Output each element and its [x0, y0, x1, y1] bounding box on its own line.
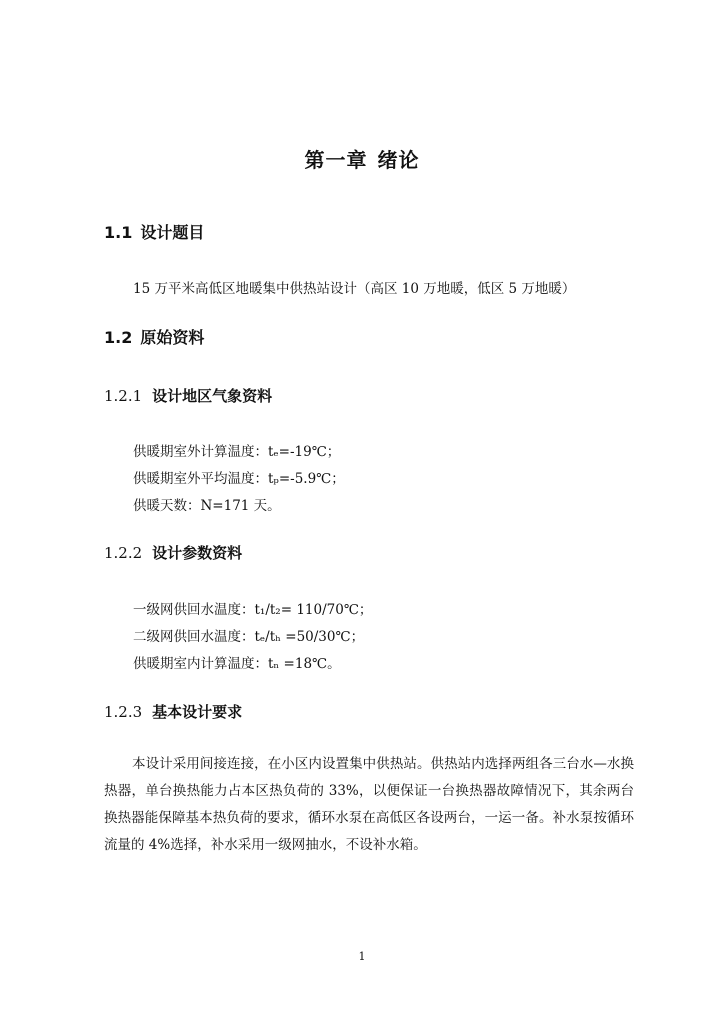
param-line: 二级网供回水温度：tₑ/tₕ =50/30℃； — [133, 629, 365, 645]
climate-line: 供暖期室外计算温度：tₑ=-19℃； — [133, 444, 341, 460]
param-line: 一级网供回水温度：t₁/t₂= 110/70℃； — [133, 602, 373, 618]
subsection-title: 设计地区气象资料 — [152, 387, 273, 405]
page-number: 1 — [358, 950, 366, 963]
section-number: 1.2 — [104, 328, 133, 347]
section-heading-1-1 — [104, 220, 204, 243]
section-heading-1-2 — [104, 325, 204, 348]
requirements-paragraph: 本设计采用间接连接，在小区内设置集中供热站。供热站内选择两组各三台水—水换热器，单台换热能力占本区热负荷的 33%，以便保证一台换热器故障情况下，其余两台换热器能保障基本热负荷的要求，循环水泵在高低区各设两台，一运一备。补水泵按循环流量的 4%选择，补水采用一级网抽水，不设补水箱。 — [104, 756, 634, 853]
subsection-title: 基本设计要求 — [152, 703, 243, 721]
section-title: 原始资料 — [140, 328, 205, 347]
subsection-heading-1-2-3 — [104, 701, 242, 722]
subsection-number: 1.2.1 — [104, 387, 143, 405]
subsection-number: 1.2.2 — [104, 544, 143, 562]
subsection-heading-1-2-1 — [104, 385, 272, 406]
subsection-title: 设计参数资料 — [152, 544, 243, 562]
section-number: 1.1 — [104, 223, 133, 242]
section-title: 设计题目 — [140, 223, 205, 242]
subsection-heading-1-2-2 — [104, 542, 242, 563]
design-topic-text: 15 万平米高低区地暖集中供热站设计（高区 10 万地暖，低区 5 万地暖） — [133, 281, 576, 297]
chapter-label: 第一章 — [304, 148, 368, 172]
chapter-title — [0, 144, 724, 173]
climate-line: 供暖期室外平均温度：tₚ=-5.9℃； — [133, 471, 345, 487]
chapter-name: 绪论 — [377, 148, 420, 172]
param-line: 供暖期室内计算温度：tₙ =18℃。 — [133, 656, 341, 672]
climate-line: 供暖天数：N=171 天。 — [133, 498, 281, 514]
subsection-number: 1.2.3 — [104, 703, 143, 721]
